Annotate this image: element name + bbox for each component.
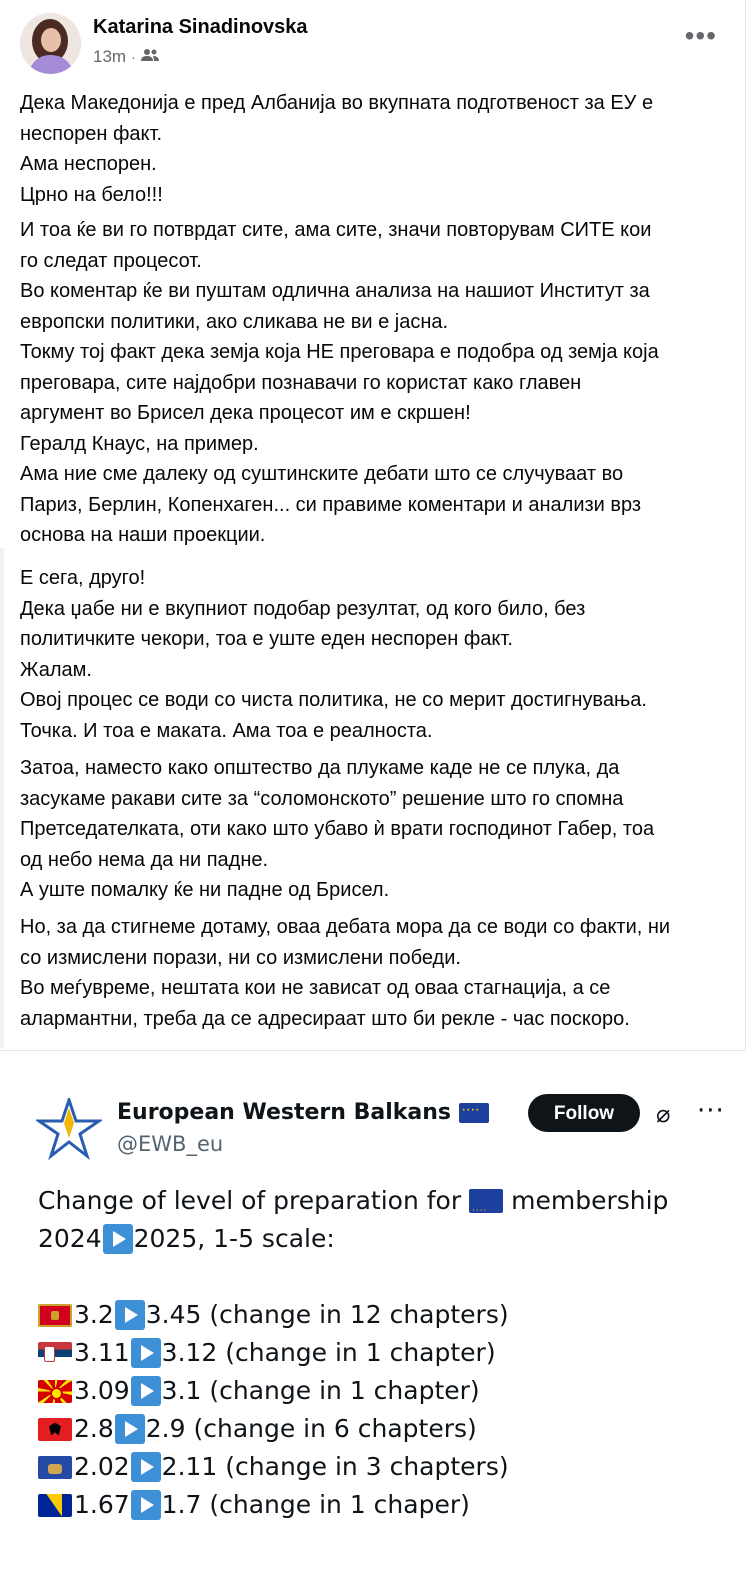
post-text-line: Жалам.: [20, 658, 92, 681]
post-text-line: Ама неспорен.: [20, 153, 157, 175]
eu-flag-icon: [469, 1189, 503, 1213]
play-arrow-icon: [131, 1376, 161, 1406]
post-text-line: Но, за да стигнеме дотаму, оваа дебата мора да се води со факти, ни: [20, 916, 671, 938]
post-paragraph: [20, 88, 735, 210]
year-from: 2024: [38, 1224, 102, 1253]
tweet-text: [38, 1182, 668, 1524]
post-text-line: со измислени порази, ни со измислени победи.: [20, 946, 461, 969]
post-text-line: Гералд Кнаус, на пример.: [20, 432, 259, 455]
meta-separator: ·: [131, 49, 136, 65]
post-text-line: основа на наши проекции.: [20, 524, 266, 546]
tweet-name-text: European Western Balkans: [117, 1100, 451, 1125]
post-text-line: Точка. И тоа е маката. Ама тоа е реалноста.: [20, 719, 433, 742]
post-text-line: европски политики, ако сликава не ви е јасна.: [20, 310, 449, 333]
heading-text: Change of level of preparation for: [38, 1186, 462, 1215]
play-arrow-icon: [131, 1452, 161, 1482]
follow-button[interactable]: Follow: [528, 1094, 640, 1132]
score-from: 2.02: [74, 1452, 130, 1481]
post-text-line: Црно на бело!!!: [20, 183, 163, 206]
author-avatar[interactable]: [20, 13, 81, 74]
play-arrow-icon: [115, 1414, 145, 1444]
post-text-line: алармантни, треба да се адресираат што би рекле - час поскоро.: [20, 1007, 630, 1030]
post-paragraph: [20, 563, 735, 746]
play-arrow-icon: [103, 1224, 133, 1254]
post-text-line: Париз, Берлин, Копенхаген... си правиме коментари и анализи врз: [20, 493, 642, 516]
post-text-line: Ама ние сме далеку од суштинските дебати што се случуваат во: [20, 463, 624, 485]
post-text-line: Дека џабе ни е вкупниот подобар резултат, од кого било, без: [20, 597, 586, 620]
score-to: 3.45 (change in 12 chapters): [145, 1300, 509, 1329]
north-macedonia-flag-icon: [38, 1380, 72, 1403]
grok-icon[interactable]: ⌀: [656, 1100, 671, 1128]
post-options-icon[interactable]: •••: [684, 20, 717, 51]
score-from: 2.8: [74, 1414, 114, 1443]
tweet-handle[interactable]: @EWB_eu: [117, 1132, 224, 1156]
post-text-line: од небо нема да ни падне.: [20, 848, 269, 871]
year-to: 2025, 1-5 scale:: [133, 1224, 335, 1253]
post-paragraph: [20, 215, 735, 551]
eu-flag-icon: [459, 1103, 489, 1123]
play-arrow-icon: [131, 1490, 161, 1520]
score-from: 1.67: [74, 1490, 130, 1519]
preparation-row: [38, 1448, 668, 1486]
preparation-row: [38, 1372, 668, 1410]
preparation-row: [38, 1296, 668, 1334]
score-to: 2.9 (change in 6 chapters): [145, 1414, 477, 1443]
score-to: 3.12 (change in 1 chapter): [161, 1338, 496, 1367]
tweet-years-line: [38, 1220, 668, 1258]
score-from: 3.09: [74, 1376, 130, 1405]
play-arrow-icon: [131, 1338, 161, 1368]
serbia-flag-icon: [38, 1342, 72, 1365]
embedded-tweet-image: [0, 1060, 750, 1578]
post-text-line: И тоа ќе ви го потврдат сите, ама сите, значи повторувам СИТЕ кои: [20, 219, 652, 241]
preparation-row: [38, 1486, 668, 1524]
post-text-line: А уште помалку ќе ни падне од Брисел.: [20, 879, 390, 901]
author-name[interactable]: Katarina Sinadinovska: [93, 16, 308, 38]
post-text-line: Затоа, наместо како општество да плукаме каде не се плука, да: [20, 757, 620, 779]
post-text-line: Е сега, друго!: [20, 567, 146, 589]
post-text-line: Во меѓувреме, нештата кои не зависат од оваа стагнација, а се: [20, 977, 611, 999]
kosovo-flag-icon: [38, 1456, 72, 1479]
play-arrow-icon: [115, 1300, 145, 1330]
score-from: 3.11: [74, 1338, 130, 1367]
post-text-line: Претседателката, оти како што убаво ѝ врати господинот Габер, тоа: [20, 818, 655, 840]
post-text-line: аргумент во Брисел дека процесот им е скршен!: [20, 402, 471, 424]
preparation-row: [38, 1334, 668, 1372]
ewb-logo-icon: [36, 1098, 102, 1160]
montenegro-flag-icon: [38, 1304, 72, 1327]
heading-text: membership: [511, 1186, 669, 1215]
score-from: 3.2: [74, 1300, 114, 1329]
tweet-options-icon[interactable]: ···: [697, 1096, 725, 1126]
score-to: 3.1 (change in 1 chapter): [161, 1376, 480, 1405]
post-text-line: Токму тој факт дека земја која НЕ преговара е подобра од земја која: [20, 341, 659, 363]
preparation-row: [38, 1410, 668, 1448]
post-time[interactable]: 13m: [93, 47, 127, 66]
post-text-line: засукаме ракави сите за “соломонското” решение што го спомна: [20, 787, 624, 810]
post-text-line: неспорен факт.: [20, 122, 163, 145]
post-paragraph: [20, 912, 735, 1034]
friends-audience-icon: [141, 47, 159, 67]
post-text-line: Во коментар ќе ви пуштам одлична анализа на нашиот Институт за: [20, 280, 650, 302]
post-text-line: Овој процес се води со чиста политика, не со мерит достигнувања.: [20, 689, 647, 711]
tweet-account-name[interactable]: [117, 1100, 489, 1125]
score-to: 2.11 (change in 3 chapters): [161, 1452, 509, 1481]
tweet-heading-line: [38, 1182, 668, 1220]
albania-flag-icon: [38, 1418, 72, 1441]
post-text-line: политичките чекори, тоа е уште еден неспорен факт.: [20, 628, 513, 650]
post-paragraph: [20, 753, 735, 906]
post-meta: [93, 47, 159, 67]
bosnia-flag-icon: [38, 1494, 72, 1517]
divider: [0, 548, 4, 1048]
post-text-line: го следат процесот.: [20, 249, 202, 272]
score-to: 1.7 (change in 1 chaper): [161, 1490, 470, 1519]
post-text-line: преговара, сите најдобри познавачи го користат како главен: [20, 371, 582, 394]
post-text-line: Дека Македонија е пред Албанија во вкупната подготвеност за ЕУ е: [20, 92, 654, 114]
